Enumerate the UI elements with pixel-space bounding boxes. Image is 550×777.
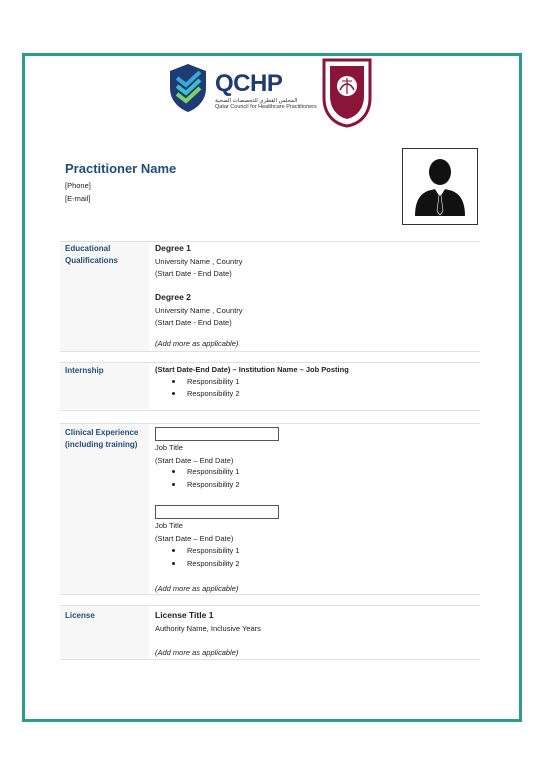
license-section-label: License <box>65 611 95 620</box>
internship-title: (Start Date-End Date) – Institution Name – Job Posting <box>155 365 349 374</box>
degree1-university: University Name , Country <box>155 257 243 266</box>
bullet-icon <box>172 562 175 565</box>
job2-resp2: Responsibility 2 <box>187 559 240 568</box>
section-divider <box>60 241 480 242</box>
section-divider <box>60 594 480 595</box>
clinical-section-label: Clinical Experience (including training) <box>65 428 139 449</box>
practitioner-name: Practitioner Name <box>65 161 177 176</box>
education-add-more: (Add more as applicable) <box>155 339 239 348</box>
phone-field: [Phone] <box>65 181 91 190</box>
bullet-icon <box>172 549 175 552</box>
bullet-icon <box>172 483 175 486</box>
degree1-dates: (Start Date - End Date) <box>155 269 232 278</box>
degree2-university: University Name , Country <box>155 306 243 315</box>
degree1-title: Degree 1 <box>155 243 191 253</box>
job1-institution-box[interactable] <box>155 427 279 441</box>
job1-dates: (Start Date – End Date) <box>155 456 234 465</box>
section-divider <box>60 423 480 424</box>
section-divider <box>60 351 480 352</box>
section-divider <box>60 659 480 660</box>
ministry-seal-icon <box>320 54 374 128</box>
job2-dates: (Start Date – End Date) <box>155 534 234 543</box>
license-title: License Title 1 <box>155 610 214 620</box>
qchp-logo <box>166 62 317 114</box>
email-field: [E-mail] <box>65 194 91 203</box>
bullet-icon <box>172 392 175 395</box>
job1-title: Job Title <box>155 443 183 452</box>
clinical-add-more: (Add more as applicable) <box>155 584 239 593</box>
qchp-shield-icon <box>166 62 210 114</box>
degree2-title: Degree 2 <box>155 292 191 302</box>
license-authority: Authority Name, Inclusive Years <box>155 624 261 633</box>
section-divider <box>60 410 480 411</box>
section-divider <box>60 605 480 606</box>
qchp-wordmark: QCHP <box>215 70 283 97</box>
job1-resp1: Responsibility 1 <box>187 467 240 476</box>
internship-section-label: Internship <box>65 366 104 375</box>
internship-resp2: Responsibility 2 <box>187 389 240 398</box>
job2-title: Job Title <box>155 521 183 530</box>
qchp-english-name: Qatar Council for Healthcare Practitioners <box>215 104 317 110</box>
education-section-label: Educational Qualifications <box>65 244 118 265</box>
bullet-icon <box>172 380 175 383</box>
job2-resp1: Responsibility 1 <box>187 546 240 555</box>
degree2-dates: (Start Date - End Date) <box>155 318 232 327</box>
job2-institution-box[interactable] <box>155 505 279 519</box>
license-add-more: (Add more as applicable) <box>155 648 239 657</box>
qchp-arabic-name: المجلس القطري للتخصصات الصحية <box>215 98 298 104</box>
section-divider <box>60 362 480 363</box>
bullet-icon <box>172 470 175 473</box>
job1-resp2: Responsibility 2 <box>187 480 240 489</box>
person-silhouette-icon <box>403 149 477 224</box>
internship-resp1: Responsibility 1 <box>187 377 240 386</box>
profile-photo <box>402 148 478 225</box>
